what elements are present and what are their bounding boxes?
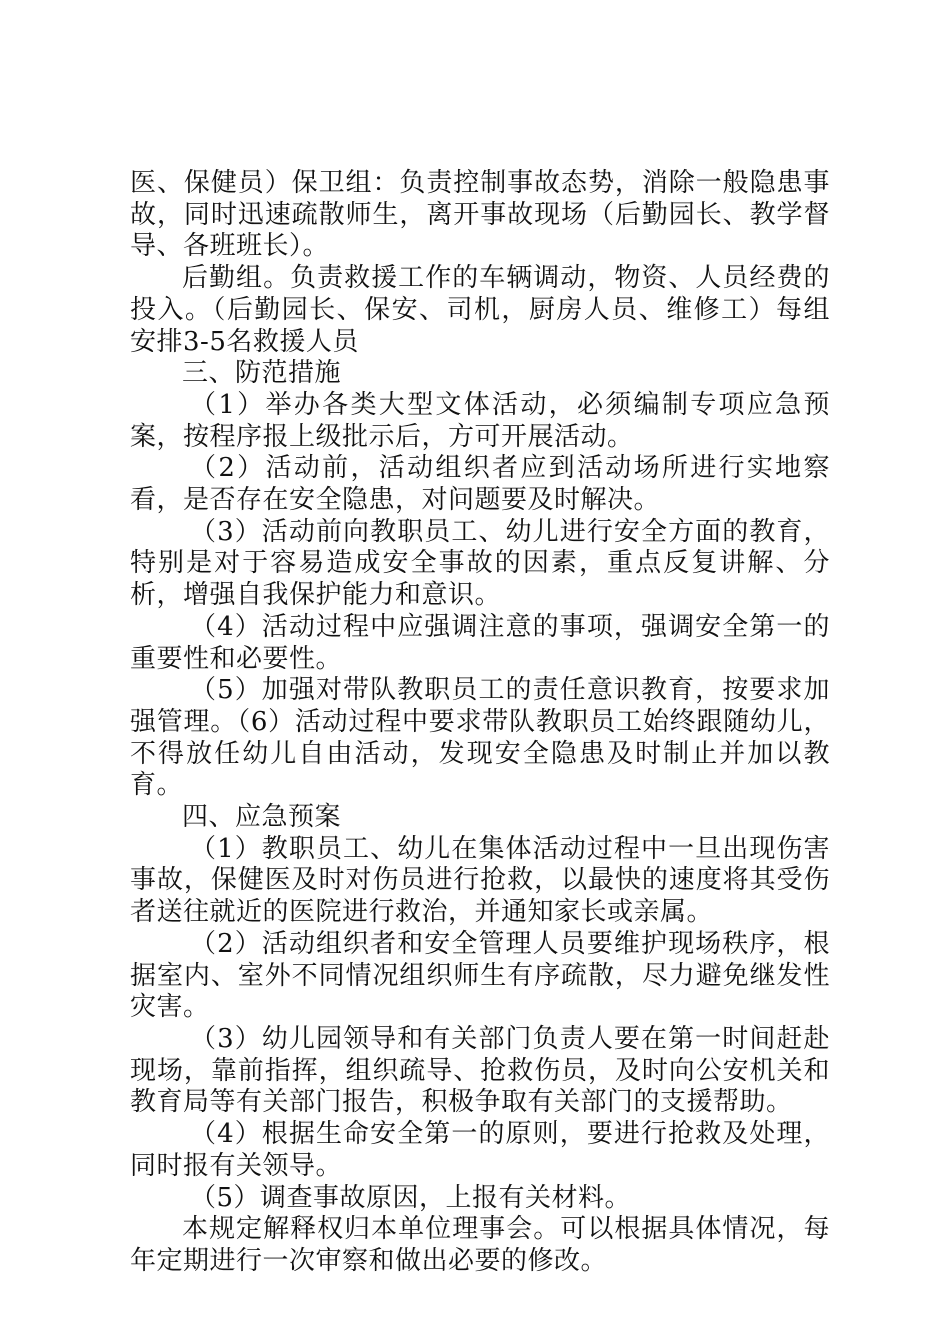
paragraph-logistics-group: 后勤组。负责救援工作的车辆调动，物资、人员经费的投入。（后勤园长、保安、司机，厨房人员、维修工）每组安排3-5名救援人员 [130,263,830,357]
paragraph-emergency-4: （4）根据生命安全第一的原则，要进行抢救及处理，同时报有关领导。 [130,1119,830,1181]
paragraph-security-group: 医、保健员）保卫组：负责控制事故态势，消除一般隐患事故，同时迅速疏散师生，离开事故现场（后勤园长、教学督导、各班班长）。 [130,168,830,262]
section-heading-emergency: 四、应急预案 [182,802,342,833]
paragraph-emergency-1: （1）教职员工、幼儿在集体活动过程中一旦出现伤害事故，保健医及时对伤员进行抢救，以最快的速度将其受伤者送往就近的医院进行救治，并通知家长或亲属。 [130,833,830,928]
paragraph-emergency-5: （5）调查事故原因，上报有关材料。 [190,1182,632,1213]
section-heading-prevention: 三、防范措施 [182,358,342,389]
document-page [130,168,830,1278]
paragraph-prevention-3: （3）活动前向教职员工、幼儿进行安全方面的教育，特别是对于容易造成安全事故的因素，重点反复讲解、分析，增强自我保护能力和意识。 [130,516,830,611]
paragraph-prevention-2: （2）活动前，活动组织者应到活动场所进行实地察看，是否存在安全隐患，对问题要及时解决。 [130,453,830,516]
paragraph-emergency-3: （3）幼儿园领导和有关部门负责人要在第一时间赶赴现场，靠前指挥，组织疏导、抢救伤员，及时向公安机关和教育局等有关部门报告，积极争取有关部门的支援帮助。 [130,1023,830,1118]
paragraph-prevention-1: （1）举办各类大型文体活动，必须编制专项应急预案，按程序报上级批示后，方可开展活动。 [130,389,830,452]
paragraph-emergency-2: （2）活动组织者和安全管理人员要维护现场秩序，根据室内、室外不同情况组织师生有序疏散，尽力避免继发性灾害。 [130,928,830,1023]
paragraph-closing: 本规定解释权归本单位理事会。可以根据具体情况，每年定期进行一次审察和做出必要的修改。 [130,1214,830,1276]
paragraph-prevention-4: （4）活动过程中应强调注意的事项，强调安全第一的重要性和必要性。 [130,611,830,674]
paragraph-prevention-5-6: （5）加强对带队教职员工的责任意识教育，按要求加强管理。（6）活动过程中要求带队教职员工始终跟随幼儿，不得放任幼儿自由活动，发现安全隐患及时制止并加以教育。 [130,675,830,801]
